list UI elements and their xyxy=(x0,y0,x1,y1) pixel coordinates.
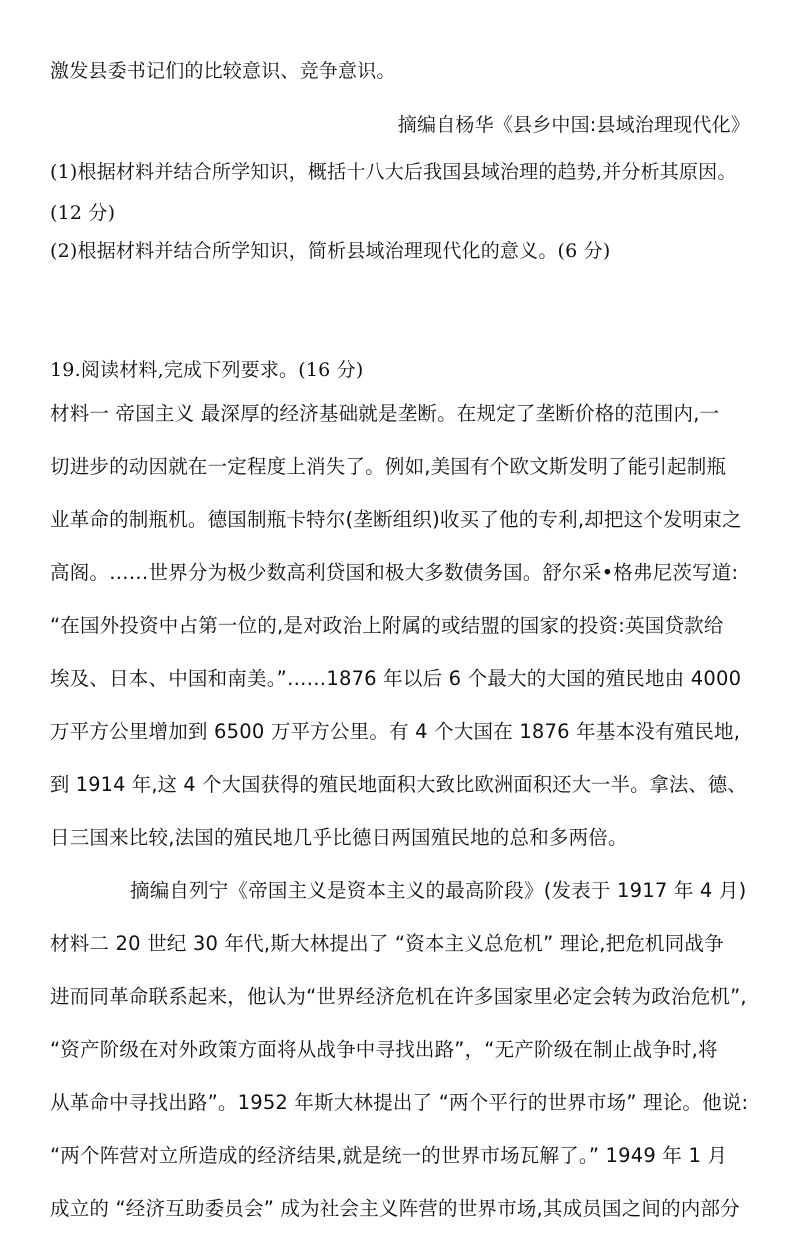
material-2-line: 从革命中寻找出路”。1952 年斯大林提出了 “两个平行的世界市场” 理论。他说: xyxy=(50,1091,749,1114)
material-1-line: 日三国来比较,法国的殖民地几乎比德日两国殖民地的总和多两倍。 xyxy=(50,826,628,849)
material-2-line: 进而同革命联系起来，他认为“世界经济危机在许多国家里必定会转为政治危机”, xyxy=(50,985,747,1008)
material-2-line: 成立的 “经济互助委员会” 成为社会主义阵营的世界市场,其成员国之间的内部分 xyxy=(50,1197,740,1220)
material-1-line: 埃及、日本、中国和南美。”……1876 年以后 6 个最大的大国的殖民地由 4000 xyxy=(50,667,742,690)
question-1-line-2: (12 分) xyxy=(50,202,116,224)
material-1-line: 材料一 帝国主义 最深厚的经济基础就是垄断。在规定了垄断价格的范围内,一 xyxy=(50,402,720,425)
material-1-source: 摘编自列宁《帝国主义是资本主义的最高阶段》(发表于 1917 年 4 月) xyxy=(130,879,747,902)
material-1-line: 业革命的制瓶机。德国制瓶卡特尔(垄断组织)收买了他的专利,却把这个发明束之 xyxy=(50,508,742,531)
material-2-line: “两个阵营对立所造成的经济结果,就是统一的世界市场瓦解了。” 1949 年 1 月 xyxy=(50,1144,728,1167)
material-1-line: 切进步的动因就在一定程度上消失了。例如,美国有个欧文斯发明了能引起制瓶 xyxy=(50,455,727,478)
source-citation: 摘编自杨华《县乡中国:县域治理现代化》 xyxy=(397,114,750,136)
material-2-line: 材料二 20 世纪 30 年代,斯大林提出了 “资本主义总危机” 理论,把危机同战争 xyxy=(50,932,724,955)
question-2: (2)根据材料并结合所学知识，简析县域治理现代化的意义。(6 分) xyxy=(50,240,611,262)
material-1-line: 到 1914 年,这 4 个大国获得的殖民地面积大致比欧洲面积还大一半。拿法、德、 xyxy=(50,773,747,796)
material-2-line: “资产阶级在对外政策方面将从战争中寻找出路”，“无产阶级在制止战争时,将 xyxy=(50,1038,718,1061)
question-1-line-1: (1)根据材料并结合所学知识，概括十八大后我国县域治理的趋势,并分析其原因。 xyxy=(50,161,737,183)
material-1-line: 万平方公里增加到 6500 万平方公里。有 4 个大国在 1876 年基本没有殖民地, xyxy=(50,720,741,743)
material-1-line: “在国外投资中占第一位的,是对政治上附属的或结盟的国家的投资:英国贷款给 xyxy=(50,614,724,637)
question-19-title: 19.阅读材料,完成下列要求。(16 分) xyxy=(50,359,364,381)
material-1-line: 高阁。……世界分为极少数高利贷国和极大多数债务国。舒尔采•格弗尼茨写道: xyxy=(50,561,739,584)
continuation-text: 激发县委书记们的比较意识、竞争意识。 xyxy=(50,60,396,82)
